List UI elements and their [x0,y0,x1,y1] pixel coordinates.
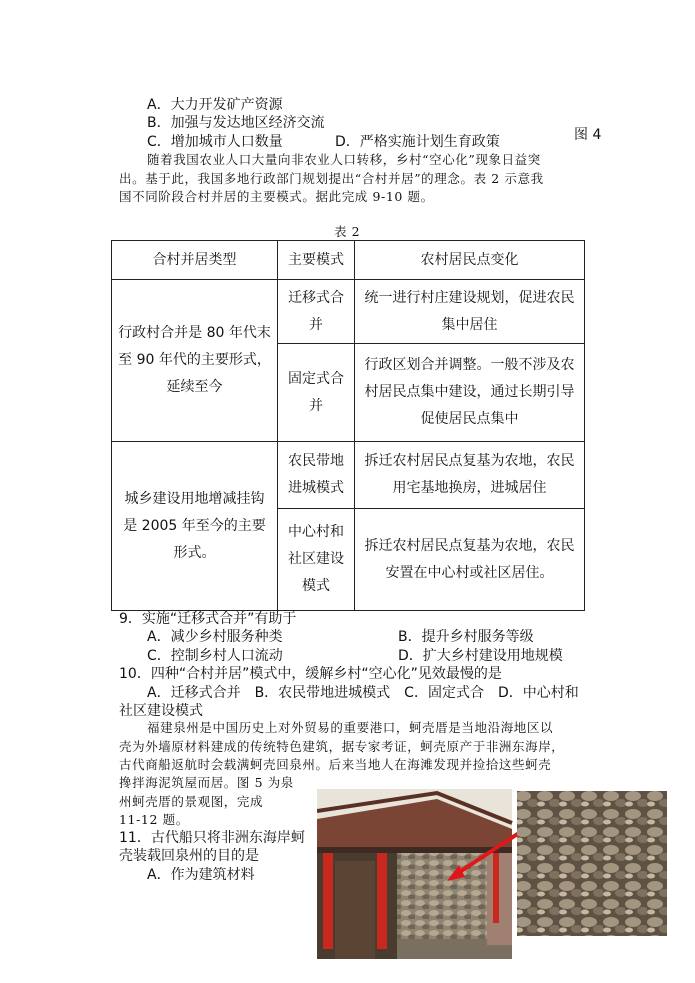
oyster-shell-closeup [517,791,667,936]
q11-stem-2: 壳装载回泉州的目的是 [119,848,259,864]
q10-stem: 10．四种“合村并居”模式中，缓解乡村“空心化”见效最慢的是 [119,666,502,682]
q10-options-cont: 社区建设模式 [119,703,203,719]
door-couplet-left [323,853,333,949]
q10-options: A．迁移式合并 B．农民带地进城模式 C．固定式合 D．中心村和 [147,685,579,701]
q9-stem: 9．实施“迁移式合并”有助于 [119,611,297,627]
table-2 [111,240,585,611]
table-header: 主要模式 [278,241,355,280]
figure-5-photo [317,789,667,959]
q9-option-a: A．减少乡村服务种类 [147,629,283,645]
table-cell-mode: 中心村和社区建设模式 [278,509,355,611]
q11-option-a: A．作为建筑材料 [147,867,255,883]
table-cell-change: 统一进行村庄建设规划，促进农民集中居住 [355,280,585,344]
intro-line-1: 随着我国农业人口大量向非农业人口转移，乡村“空心化”现象日益突 [147,152,541,167]
passage-line-5: 州蚵壳厝的景观图，完成 [119,794,264,809]
q11-stem-1: 11．古代船只将非洲东海岸蚵 [119,830,305,846]
q9-option-b: B．提升乡村服务等级 [398,629,534,645]
q8-option-b: B．加强与发达地区经济交流 [147,115,325,131]
q8-option-d: D．严格实施计划生育政策 [335,134,500,150]
passage-line-1: 福建泉州是中国历史上对外贸易的重要港口，蚵壳厝是当地沿海地区以 [147,720,554,735]
table-header: 合村并居类型 [112,241,278,280]
q8-option-a: A．大力开发矿产资源 [147,97,283,113]
figure-4-label: 图 4 [574,127,602,143]
table-caption: 表 2 [334,224,361,239]
oyster-shell-wall [397,853,487,945]
passage-line-6: 11-12 题。 [119,812,189,827]
oyster-shell-house-illustration [317,789,667,959]
table-cell-change: 拆迁农村居民点复基为农地，农民安置在中心村或社区居住。 [355,509,585,611]
table-cell-mode: 农民带地进城模式 [278,442,355,509]
table-cell-type: 城乡建设用地增减挂钩是 2005 年至今的主要形式。 [112,442,278,611]
q8-option-c: C．增加城市人口数量 [147,134,283,150]
table-cell-type: 行政村合并是 80 年代末至 90 年代的主要形式，延续至今 [112,280,278,442]
table-cell-mode: 迁移式合并 [278,280,355,344]
passage-line-2: 壳为外墙原材料建成的传统特色建筑，据专家考证，蚵壳原产于非洲东海岸， [119,739,565,754]
passage-line-4: 搀拌海泥筑屋而居。图 5 为泉 [119,775,294,790]
q9-option-c: C．控制乡村人口流动 [147,648,283,664]
passage-line-3: 古代商船返航时会载满蚵壳回泉州。后来当地人在海滩发现并捡拾这些蚵壳 [119,757,552,772]
table-cell-change: 拆迁农村居民点复基为农地，农民用宅基地换房，进城居住 [355,442,585,509]
table-cell-mode: 固定式合并 [278,344,355,442]
intro-line-2: 出。基于此，我国多地行政部门规划提出“合村并居”的理念。表 2 示意我 [119,171,544,186]
q9-option-d: D．扩大乡村建设用地规模 [398,648,563,664]
table-header: 农村居民点变化 [355,241,585,280]
table-cell-change: 行政区划合并调整。一般不涉及农村居民点集中建设，通过长期引导促使居民点集中 [355,344,585,442]
intro-line-3: 国不同阶段合村并居的主要模式。据此完成 9-10 题。 [119,189,434,204]
door-couplet-right [377,853,387,949]
